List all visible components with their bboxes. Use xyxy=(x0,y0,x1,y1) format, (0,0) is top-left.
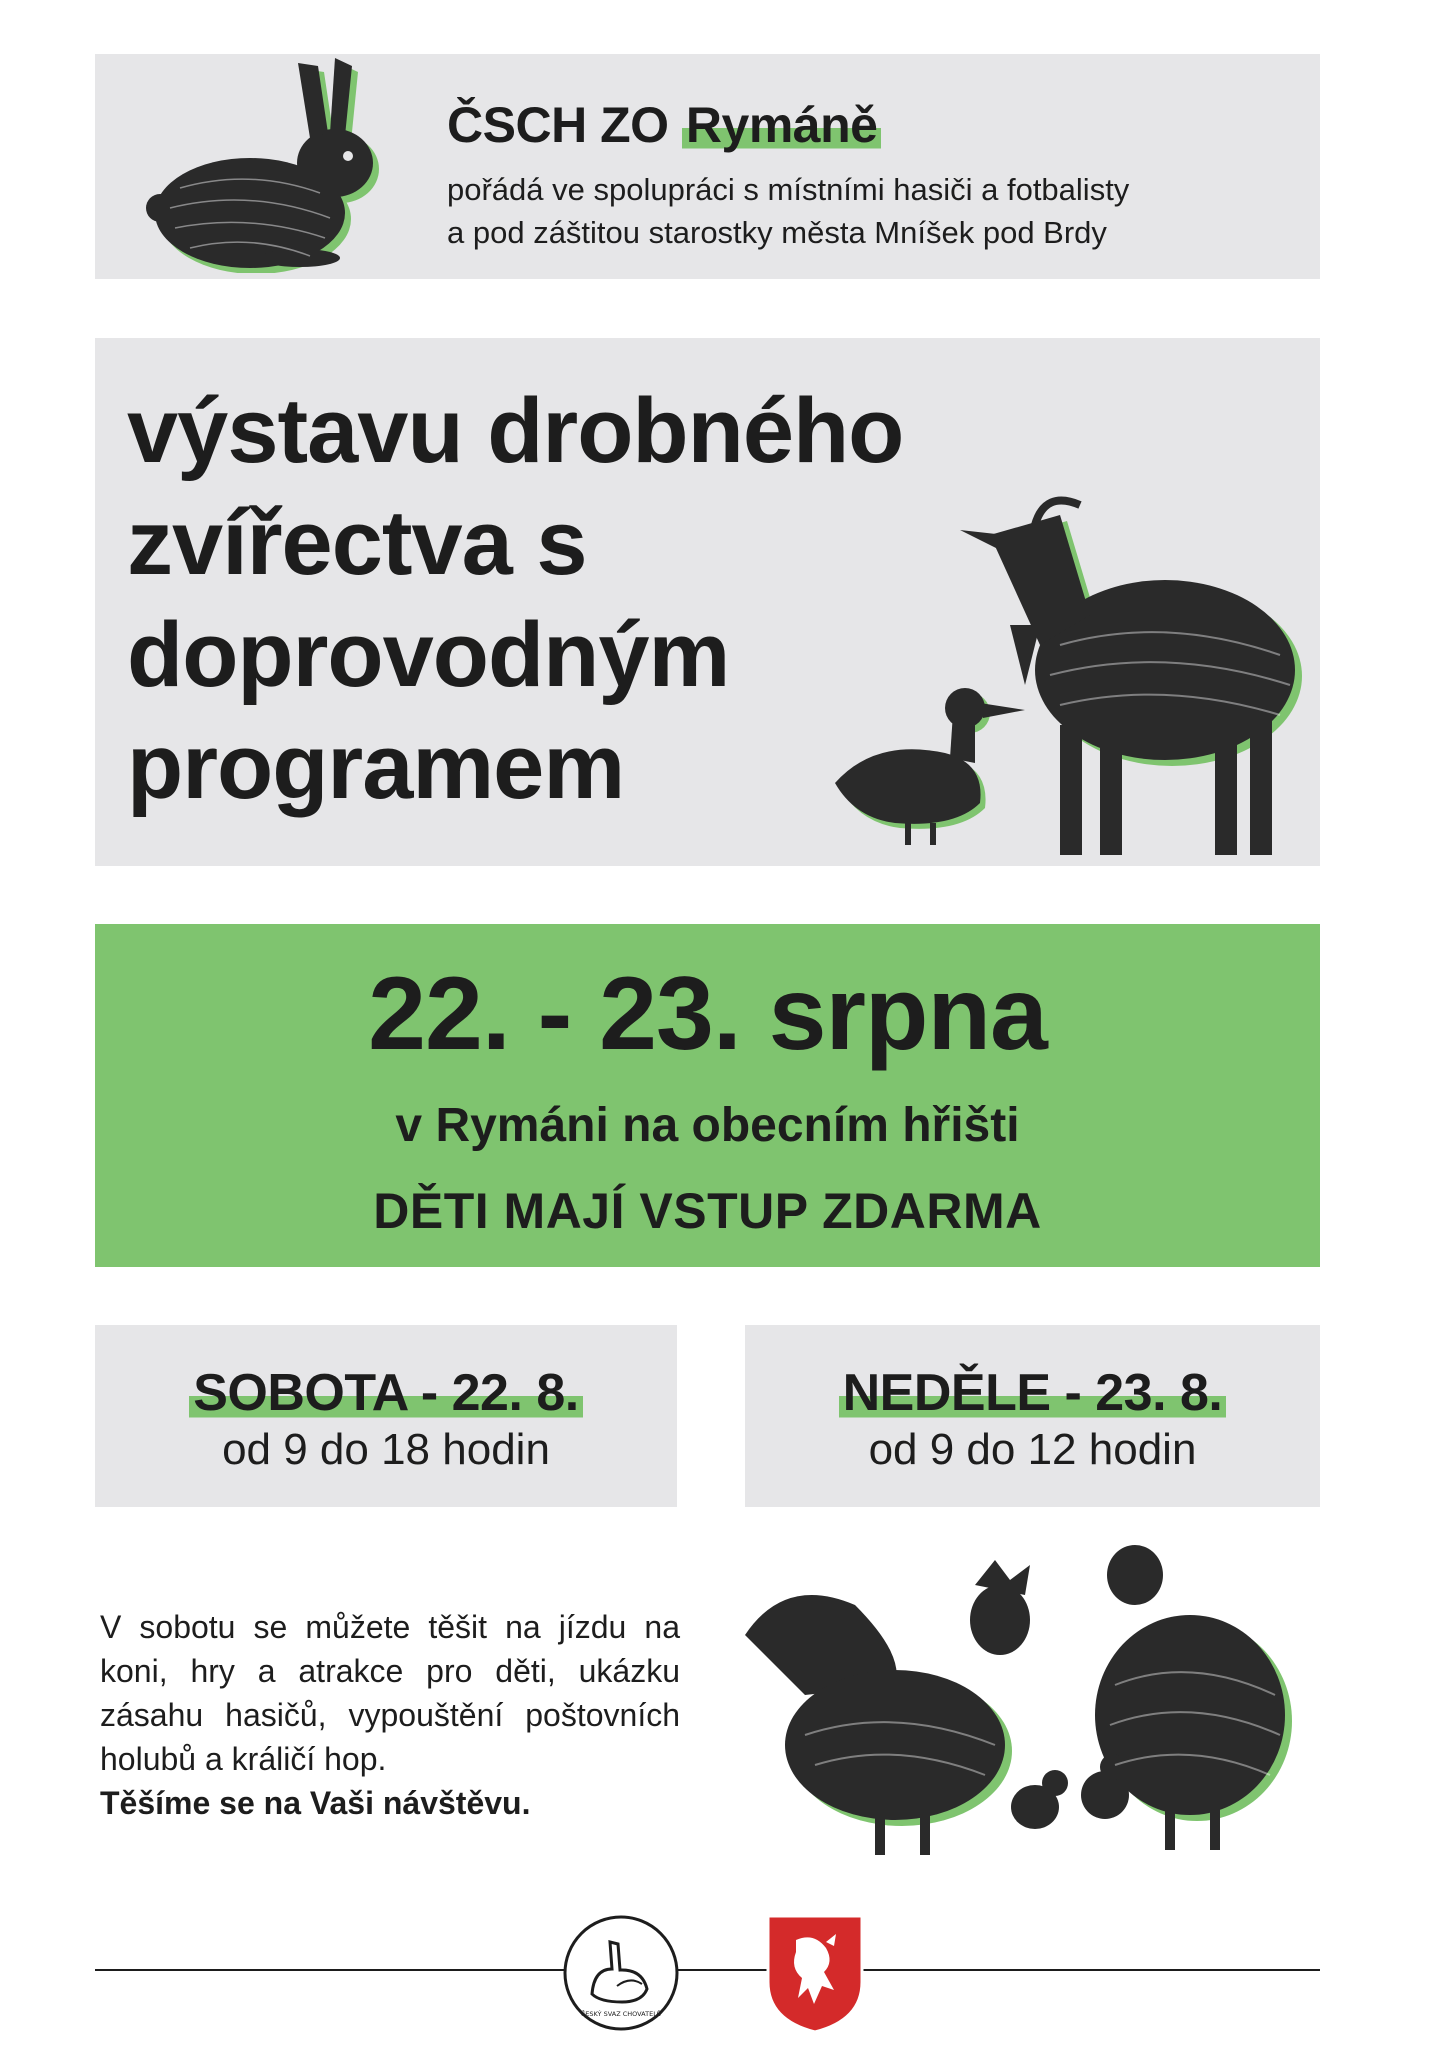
organizer-prefix: ČSCH ZO xyxy=(447,97,669,153)
logo-text: ČESKÝ SVAZ CHOVATELŮ xyxy=(580,2010,662,2018)
rabbit-illustration xyxy=(130,58,390,273)
saturday-hours: od 9 do 18 hodin xyxy=(222,1425,550,1474)
footer-divider xyxy=(95,1969,1320,1971)
kids-free-entry: DĚTI MAJÍ VSTUP ZDARMA xyxy=(373,1183,1042,1239)
title-line: doprovodným xyxy=(127,604,730,706)
chickens-illustration xyxy=(745,1545,1325,1865)
coat-of-arms-icon xyxy=(764,1912,866,2036)
program-text: V sobotu se můžete těšit na jízdu na koni, hry a atrakce pro děti, ukázku zásahu hasičů, vypouštění poštovních holubů a králičí hop. xyxy=(100,1609,680,1777)
title-line: zvířectva s xyxy=(127,492,587,594)
title-line: programem xyxy=(127,716,625,818)
sunday-panel xyxy=(745,1325,1320,1507)
rabbit-logo-icon xyxy=(562,1914,680,2032)
closing-text: Těšíme se na Vaši návštěvu. xyxy=(100,1785,531,1821)
organizer-subline-1: pořádá ve spolupráci s místními hasiči a fotbalisty xyxy=(447,172,1130,207)
program-info xyxy=(100,1605,680,1825)
sunday-title: NEDĚLE - 23. 8. xyxy=(745,1363,1320,1423)
organizer-place: Rymáně xyxy=(682,97,882,153)
organizer-title xyxy=(447,96,881,154)
event-dates: 22. - 23. srpna xyxy=(368,956,1047,1072)
saturday-panel xyxy=(95,1325,677,1507)
event-location: v Rymáni na obecním hřišti xyxy=(395,1099,1020,1152)
organizer-subline-2: a pod záštitou starostky města Mníšek pod Brdy xyxy=(447,215,1107,250)
title-line: výstavu drobného xyxy=(127,380,904,482)
event-title xyxy=(127,375,903,823)
sunday-hours: od 9 do 12 hodin xyxy=(868,1425,1197,1474)
saturday-title: SOBOTA - 22. 8. xyxy=(95,1363,677,1423)
duck-illustration xyxy=(835,678,1030,853)
